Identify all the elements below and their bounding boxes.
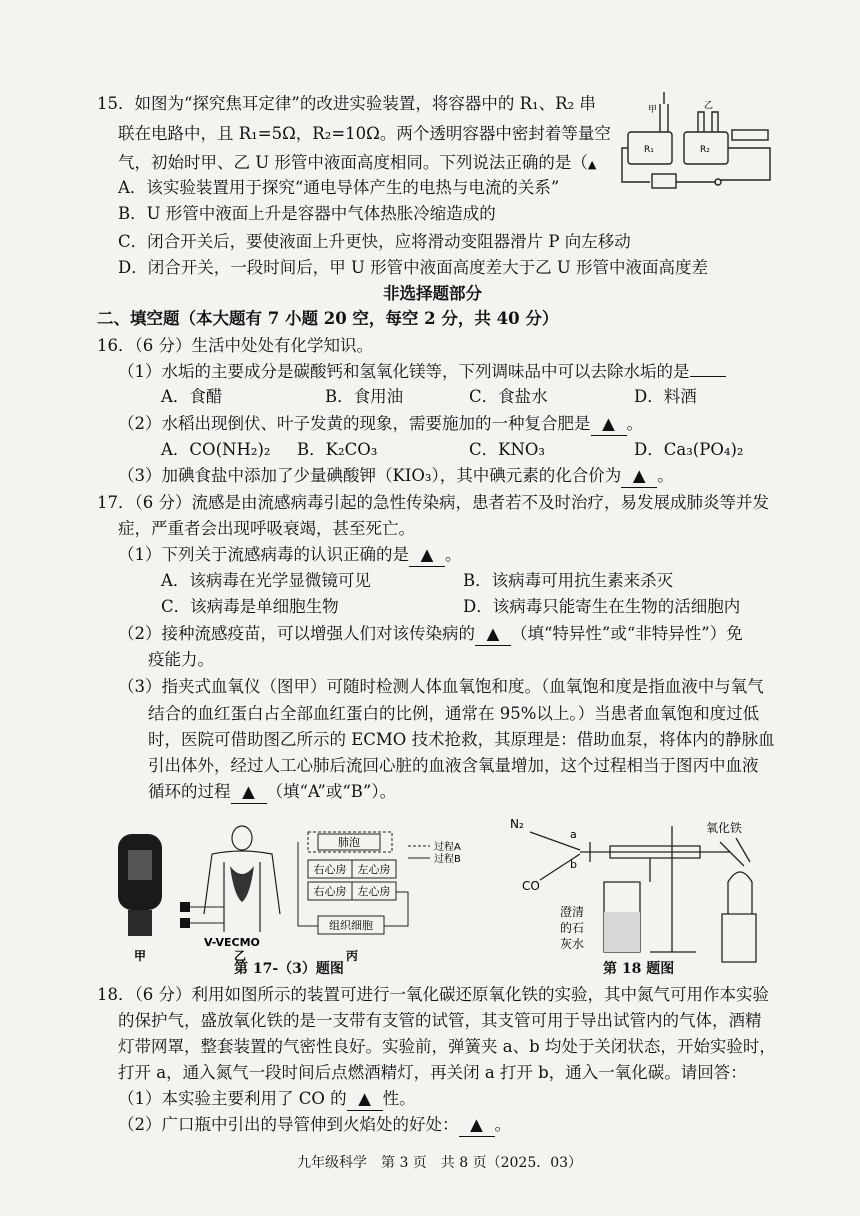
q17-part2 xyxy=(118,623,743,646)
q16-stem: 16．（6 分）生活中处处有化学知识。 xyxy=(97,336,373,355)
jia-label: 甲 xyxy=(648,105,658,115)
q17-line2: 症，严重者会出现呼吸衰竭，甚至死亡。 xyxy=(118,519,415,538)
q17-part2-end: 疫能力。 xyxy=(148,650,214,669)
q16-p1-opt-d: D．料酒 xyxy=(634,387,697,406)
q17-part3-hint: （填“A”或“B”）。 xyxy=(266,782,397,801)
answer-blank: ▲ xyxy=(459,1114,495,1137)
iron-oxide-label: 氧化铁 xyxy=(706,821,743,835)
q15-option-a: A．该实验装置用于探究“通电导体产生的电热与电流的关系” xyxy=(118,178,560,197)
period: 。 xyxy=(657,466,674,485)
q15-line2: 联在电路中，且 R₁=5Ω，R₂=10Ω。两个透明容器中密封着等量空 xyxy=(118,124,611,143)
section-heading: 二、填空题（本大题有 7 小题 20 空，每空 2 分，共 40 分） xyxy=(97,309,559,328)
vecmo-label: V-VECMO xyxy=(204,936,260,949)
answer-blank: ▲ xyxy=(621,465,657,488)
q17-part3-e xyxy=(148,781,396,804)
process-b-label: 过程B xyxy=(434,854,461,865)
r1-label: R₁ xyxy=(644,145,654,155)
fig17-caption: 第 17-（3）题图 xyxy=(234,961,344,977)
q17-p1-opt-b: B．该病毒可用抗生素来杀灭 xyxy=(463,571,674,590)
answer-blank: ▲ xyxy=(347,1088,383,1111)
q17-p1-opt-d: D．该病毒只能寄生在生物的活细胞内 xyxy=(463,597,741,616)
q16-p1-opt-b: B．食用油 xyxy=(325,387,404,406)
q15-option-b: B．U 形管中液面上升是容器中气体热胀冷缩造成的 xyxy=(118,204,496,223)
limewater-label-3: 灰水 xyxy=(559,937,584,951)
q18-line1: 18．（6 分）利用如图所示的装置可进行一氧化碳还原氧化铁的实验，其中氮气可用作本实验 xyxy=(97,985,769,1004)
q16-p1-opt-c: C．食盐水 xyxy=(469,387,548,406)
q17-p1-opt-c: C．该病毒是单细胞生物 xyxy=(161,597,339,616)
q16-part3-text: （3）加碘食盐中添加了少量碘酸钾（KIO₃），其中碘元素的化合价为 xyxy=(118,466,622,485)
q15-line3 xyxy=(118,152,596,176)
q16-p2-opt-c: C．KNO₃ xyxy=(469,440,546,459)
q17-part3-e-text: 循环的过程 xyxy=(148,782,231,801)
fig-yi-label: 乙 xyxy=(234,949,247,963)
q17-part3-b: 结合的血红蛋白占全部血红蛋白的比例，通常在 95%以上。）当患者血氧饱和度过低 xyxy=(148,704,760,723)
limewater-label-2: 的石 xyxy=(559,921,584,935)
q15-option-c: C．闭合开关后，要使液面上升更快，应将滑动变阻器滑片 P 向左移动 xyxy=(118,232,631,251)
left-atrium-box: 左心房 xyxy=(357,863,391,876)
q16-p1-opt-a: A．食醋 xyxy=(161,387,223,406)
answer-blank: ▲ xyxy=(475,623,511,646)
q16-p2-opt-d: D．Ca₃(PO₄)₂ xyxy=(634,440,744,459)
tissue-cells-box: 组织细胞 xyxy=(329,919,373,932)
q18-line2: 的保护气，盛放氧化铁的是一支带有支管的试管，其支管可用于导出试管内的气体，酒精 xyxy=(118,1011,762,1030)
page-footer: 九年级科学 第 3 页 共 8 页（2025．03） xyxy=(297,1155,583,1171)
q16-p2-opt-a: A．CO(NH₂)₂ xyxy=(161,440,271,459)
q16-part1 xyxy=(118,361,726,383)
fig18-caption: 第 18 题图 xyxy=(603,961,675,977)
left-ventricle-box: 左心房 xyxy=(357,885,391,898)
q16-part2 xyxy=(118,413,643,436)
q17-line1: 17．（6 分）流感是由流感病毒引起的急性传染病，患者若不及时治疗，易发展成肺炎等并发 xyxy=(97,493,769,512)
q16-part3 xyxy=(118,465,674,488)
q18-part2-text: （2）广口瓶中引出的导管伸到火焰处的好处： xyxy=(118,1115,459,1134)
q18-part1-end: 性。 xyxy=(382,1089,416,1108)
right-atrium-box: 右心房 xyxy=(313,863,347,876)
q16-part2-text: （2）水稻出现倒伏、叶子发黄的现象，需要施加的一种复合肥是 xyxy=(118,414,591,433)
q17-part3-a: （3）指夹式血氧仪（图甲）可随时检测人体血氧饱和度。（血氧饱和度是指血液中与氧气 xyxy=(118,677,764,696)
answer-blank: ▲ xyxy=(587,158,597,171)
yi-label: 乙 xyxy=(704,101,714,111)
q18-part1-text: （1）本实验主要利用了 CO 的 xyxy=(118,1089,347,1108)
r2-label: R₂ xyxy=(700,145,710,155)
circulation-figure xyxy=(112,822,461,972)
period: 。 xyxy=(626,414,643,433)
fig-jia-label: 甲 xyxy=(133,949,147,963)
q16-part1-text: （1）水垢的主要成分是碳酸钙和氢氧化镁等，下列调味品中可以去除水垢的是 xyxy=(118,362,690,381)
answer-blank: ▲ xyxy=(409,544,445,567)
q17-part2-hint: （填“特异性”或“非特异性”）免 xyxy=(511,624,743,643)
q18-part2 xyxy=(118,1114,511,1137)
clamp-a-label: a xyxy=(570,828,577,841)
q17-part3-c: 时，医院可借助图乙所示的 ECMO 技术抢救，其原理是：借助血泵，将体内的静脉血 xyxy=(148,730,775,749)
q18-part2-end: 。 xyxy=(494,1115,511,1134)
co-reduction-apparatus-figure xyxy=(500,802,775,972)
q17-part2-text: （2）接种流感疫苗，可以增强人们对该传染病的 xyxy=(118,624,475,643)
q18-line3: 灯带网罩，整套装置的气密性良好。实验前，弹簧夹 a、b 均处于关闭状态，开始实验时， xyxy=(118,1037,776,1056)
answer-blank: ▲ xyxy=(591,413,627,436)
q15-option-d: D．闭合开关，一段时间后，甲 U 形管中液面高度差大于乙 U 形管中液面高度差 xyxy=(118,258,709,277)
joule-apparatus-figure xyxy=(620,92,780,198)
q17-p1-opt-a: A．该病毒在光学显微镜可见 xyxy=(161,571,371,590)
co-label: CO xyxy=(522,879,540,893)
q17-part1-text: （1）下列关于流感病毒的认识正确的是 xyxy=(118,545,409,564)
q16-p2-opt-b: B．K₂CO₃ xyxy=(297,440,378,459)
q18-part1 xyxy=(118,1088,416,1111)
q17-part1 xyxy=(118,544,462,567)
q17-part3-d: 引出体外，经过人工心肺后流回心脏的血液含氧量增加，这个过程相当于图丙中血液 xyxy=(148,756,759,775)
fig-bing-label: 丙 xyxy=(345,949,359,963)
q15-line3-text: 气，初始时甲、乙 U 形管中液面高度相同。下列说法正确的是（ xyxy=(118,153,588,172)
process-a-label: 过程A xyxy=(434,842,461,853)
answer-blank: ▲ xyxy=(231,781,267,804)
period: 。 xyxy=(445,545,462,564)
section-title: 非选择题部分 xyxy=(383,284,482,303)
q15-line1: 15．如图为“探究焦耳定律”的改进实验装置，将容器中的 R₁、R₂ 串 xyxy=(97,94,596,113)
limewater-label-1: 澄清 xyxy=(559,905,584,919)
q18-line4: 打开 a，通入氮气一段时间后点燃酒精灯，再关闭 a 打开 b，通入一氧化碳。请回答： xyxy=(118,1063,747,1082)
answer-blank xyxy=(690,376,726,377)
alveoli-box: 肺泡 xyxy=(338,836,360,849)
n2-label: N₂ xyxy=(510,817,524,831)
clamp-b-label: b xyxy=(570,858,577,871)
right-ventricle-box: 右心房 xyxy=(313,885,347,898)
